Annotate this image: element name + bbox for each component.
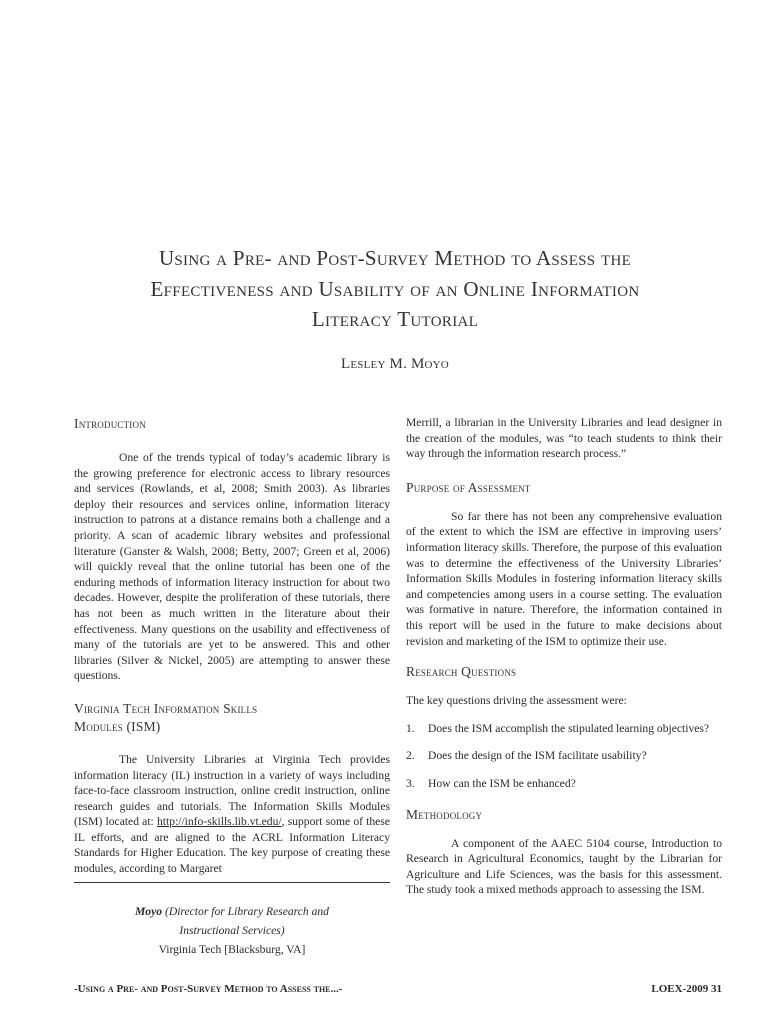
footnote-divider [74,882,390,883]
page-number: LOEX-2009 31 [651,983,722,995]
research-questions-intro: The key questions driving the assessment were: [406,694,627,708]
affiliation-title [74,902,390,940]
author-affiliation [74,902,390,959]
research-question-item [406,776,722,792]
ism-heading-line-1: Virginia Tech Information Skills [74,700,258,716]
ism-continuation-paragraph: Merrill, a librarian in the University Libraries and lead designer in the creation of the modules, was “to teach students to think their way through the information research process.” [406,416,722,461]
question-number: 3. [406,776,415,790]
ism-text-before-url: The University Libraries at Virginia Tech provides information literacy (IL) instruction in a variety of ways including face-to-face classroom instruction, online credit instruction, online research guides and tutorials. The Information Skills Modules (ISM) located at: [74,752,390,829]
ism-paragraph [74,752,390,877]
question-text: Does the ISM accomplish the stipulated learning objectives? [428,721,710,735]
introduction-heading: Introduction [74,416,146,431]
paper-title [60,243,730,335]
research-questions-list [406,721,722,792]
right-column [406,415,722,898]
title-line-1: Using a Pre- and Post-Survey Method to Assess the [158,246,632,270]
question-number: 2. [406,749,415,763]
research-questions-heading: Research Questions [406,664,517,680]
affiliation-institution: Virginia Tech [Blacksburg, VA] [158,943,306,956]
question-text: How can the ISM be enhanced? [428,776,576,790]
introduction-paragraph: One of the trends typical of today’s academic library is the growing preference for electronic access to library resources and services (Rowlands, et al, 2008; Smith 2003). As libraries deploy their resources and services online, information literacy instruction to patrons at a distance remains both a challenge and a priority. A scan of academic library websites and professional literature (Ganster & Walsh, 2008; Betty, 2007; Green et al, 2006) will quickly reveal that the online tutorial has been one of the enduring methods of information literacy instruction for about two decades. However, despite the proliferation of these tutorials, there has not been as much written in the literature about their effectiveness. Many questions on the usability and effectiveness of many of the tutorials are yet to be answered. This and other libraries (Silver & Nickel, 2005) are attempting to answer these questions. [74,451,390,683]
research-question-item [406,721,722,737]
ism-text-after-url: , support some of these IL efforts, and are aligned to the ACRL Information Literacy Standards for Higher Education. The key purpose of creating these modules, according to Margaret [74,815,390,876]
question-number: 1. [406,721,415,735]
methodology-paragraph: A component of the AAEC 5104 course, Introduction to Research in Agricultural Economics, taught by the Librarian for Agriculture and Life Sciences, was the basis for this assessment. The study took a mixed methods approach to assessing the ISM. [406,836,722,897]
purpose-paragraph: So far there has not been any comprehensive evaluation of the extent to which the ISM are effective in improving users’ information literacy skills. Therefore, the purpose of this evaluation was to determine the effectiveness of the University Libraries’ Information Skills Modules in fostering information literacy skills and competencies among users in a course setting. The evaluation was formative in nature. Therefore, the information contained in this report will be used in the future to make decisions about revision and marketing of the ISM to optimize their use. [406,509,722,648]
left-column [74,415,390,877]
ism-heading-line-2: Modules (ISM) [74,718,161,734]
affiliation-role: (Director for Library Research and Instructional Services) [164,905,329,937]
ism-url-link[interactable]: http://info-skills.lib.vt.edu/ [156,815,282,829]
affiliation-name: Moyo [135,905,163,918]
question-text: Does the design of the ISM facilitate usability? [428,749,647,763]
purpose-heading: Purpose of Assessment [406,479,531,495]
research-question-item [406,748,722,764]
running-footer-title: -Using a Pre- and Post-Survey Method to Assess the...- [74,983,343,995]
methodology-heading: Methodology [406,806,483,822]
title-line-3: Literacy Tutorial [311,307,479,331]
title-line-2: Effectiveness and Usability of an Online Information [150,276,640,301]
ism-heading [74,700,390,736]
author-name: Lesley M. Moyo [341,356,449,372]
